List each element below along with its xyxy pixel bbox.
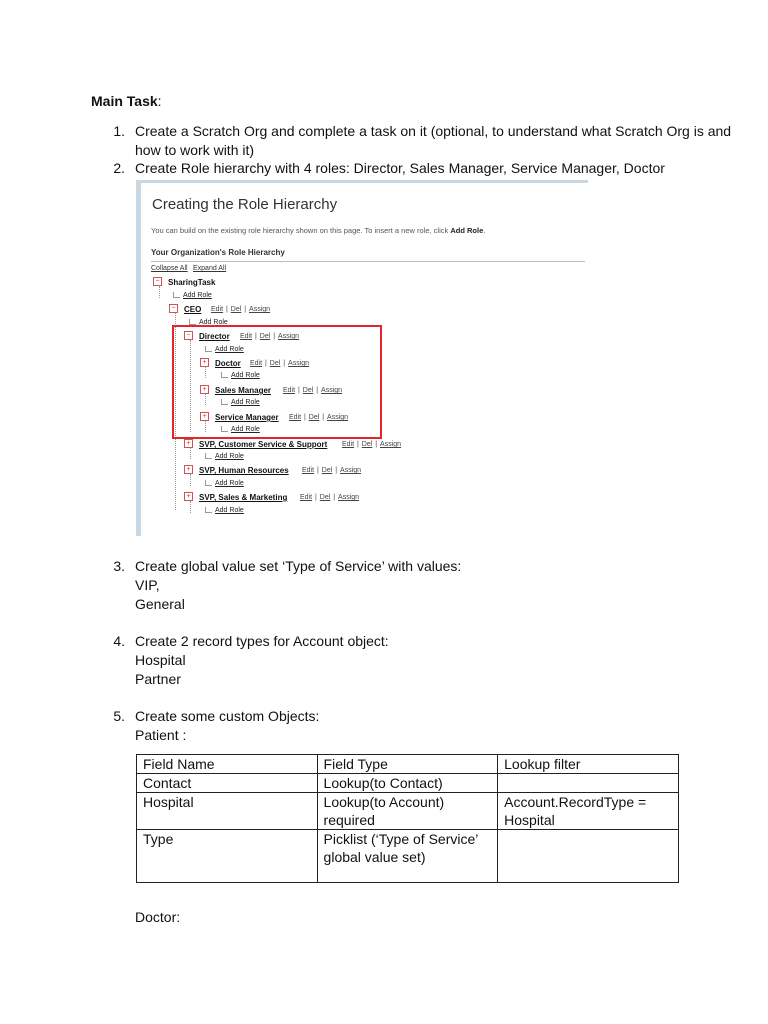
item-number: 3. [113,558,125,574]
expand-toggle-icon[interactable]: + [200,358,209,367]
doctor-label: Doctor: [135,909,181,925]
table-cell [498,830,679,883]
item-text: Hospital [135,652,186,668]
role-service-manager[interactable]: Service Manager [215,413,279,422]
assign-link[interactable]: Assign [338,494,360,501]
collapse-toggle-icon[interactable]: − [153,277,162,286]
expand-toggle-icon[interactable]: + [184,439,193,448]
expand-all-link[interactable]: Expand All [193,265,227,272]
collapse-toggle-icon[interactable]: − [184,331,193,340]
expand-toggle-icon[interactable]: + [184,492,193,501]
del-link[interactable]: Del [302,387,314,394]
item-text: how to work with it) [135,142,255,158]
table-row [137,793,679,830]
role-doctor[interactable]: Doctor [215,359,241,368]
del-link[interactable]: Del [230,306,242,313]
edit-link[interactable]: Edit [302,467,315,474]
item-number: 5. [113,708,125,724]
del-link[interactable]: Del [361,441,373,448]
role-svp-human-resources[interactable]: SVP, Human Resources [199,466,289,475]
role-actions: Edit | Del | Assign [283,387,343,394]
collapse-all-link[interactable]: Collapse All [151,265,188,272]
role-actions: Edit | Del | Assign [240,333,300,340]
main-task-heading [91,92,162,111]
role-actions: Edit | Del | Assign [211,306,271,313]
screenshot-border [136,180,588,183]
screenshot-subtitle: You can build on the existing role hierarchy shown on this page. To insert a new role, click Add Role. [151,226,486,235]
table-cell: Lookup(to Contact) [317,774,498,793]
assign-link[interactable]: Assign [321,387,343,394]
table-row [137,774,679,793]
add-role-link[interactable]: Add Role [215,507,244,514]
role-actions: Edit | Del | Assign [250,360,310,367]
main-task-colon: : [157,93,162,109]
item-text: Create some custom Objects: [135,708,320,724]
table-cell [498,774,679,793]
table-header-row [137,755,679,774]
role-svp-sales-marketing[interactable]: SVP, Sales & Marketing [199,493,288,502]
tree-line [175,312,176,324]
del-link[interactable]: Del [319,494,331,501]
assign-link[interactable]: Assign [340,467,362,474]
tree-line [190,501,191,513]
add-role-link[interactable]: Add Role [215,453,244,460]
role-root: SharingTask [168,278,216,287]
screenshot-divider [151,261,585,262]
tree-connector [205,453,212,459]
highlight-box [172,325,382,439]
item-text: Partner [135,671,181,687]
tree-connector [205,507,212,513]
add-role-link[interactable]: Add Role [231,372,260,379]
table-cell: Lookup(to Account) required [317,793,498,830]
table-cell: Type [137,830,318,883]
expand-toggle-icon[interactable]: + [200,412,209,421]
assign-link[interactable]: Assign [278,333,300,340]
table-header-cell: Field Name [137,755,318,774]
table-cell: Picklist (‘Type of Service’ global value set) [317,830,498,883]
role-actions: Edit | Del | Assign [289,414,349,421]
expand-toggle-icon[interactable]: + [184,465,193,474]
add-role-link[interactable]: Add Role [215,480,244,487]
add-role-link[interactable]: Add Role [231,426,260,433]
item-text: Create Role hierarchy with 4 roles: Director, Sales Manager, Service Manager, Doctor [135,160,665,176]
tree-line [159,286,160,298]
tree-line [190,474,191,486]
role-sales-manager[interactable]: Sales Manager [215,386,272,395]
screenshot-title: Creating the Role Hierarchy [152,196,338,213]
tree-connector [173,292,180,298]
table-cell: Hospital [137,793,318,830]
edit-link[interactable]: Edit [342,441,355,448]
main-task-label: Main Task [91,93,158,109]
tree-line [190,447,191,459]
item-number: 2. [113,160,125,176]
screenshot-border [136,180,141,536]
del-link[interactable]: Del [308,414,320,421]
tree-connector [205,480,212,486]
edit-link[interactable]: Edit [240,333,253,340]
add-role-link[interactable]: Add Role [199,319,228,326]
item-number: 1. [113,123,125,139]
role-actions: Edit | Del | Assign [342,441,402,448]
table-cell: Contact [137,774,318,793]
role-ceo[interactable]: CEO [184,305,202,314]
role-actions: Edit | Del | Assign [300,494,360,501]
item-text: Create 2 record types for Account object: [135,633,389,649]
role-actions: Edit | Del | Assign [302,467,362,474]
del-link[interactable]: Del [259,333,271,340]
item-text: Create global value set ‘Type of Service’ with values: [135,558,462,574]
item-number: 4. [113,633,125,649]
assign-link[interactable]: Assign [327,414,349,421]
table-row [137,830,679,883]
screenshot-heading: Your Organization's Role Hierarchy [151,248,285,257]
assign-link[interactable]: Assign [249,306,271,313]
role-director[interactable]: Director [199,332,230,341]
item-text: VIP, [135,577,160,593]
add-role-link[interactable]: Add Role [231,399,260,406]
edit-link[interactable]: Edit [283,387,296,394]
item-text: General [135,596,185,612]
table-header-cell: Field Type [317,755,498,774]
role-svp-customer-service[interactable]: SVP, Customer Service & Support [199,440,328,449]
del-link[interactable]: Del [321,467,333,474]
edit-link[interactable]: Edit [289,414,302,421]
patient-fields-table [136,754,679,883]
item-text: Patient : [135,727,187,743]
del-link[interactable]: Del [269,360,281,367]
edit-link[interactable]: Edit [300,494,313,501]
assign-link[interactable]: Assign [288,360,310,367]
add-role-link[interactable]: Add Role [183,292,212,299]
edit-link[interactable]: Edit [211,306,224,313]
assign-link[interactable]: Assign [380,441,402,448]
table-cell: Account.RecordType = Hospital [498,793,679,830]
expand-toggle-icon[interactable]: + [200,385,209,394]
edit-link[interactable]: Edit [250,360,263,367]
table-header-cell: Lookup filter [498,755,679,774]
item-text: Create a Scratch Org and complete a task on it (optional, to understand what Scratch Org is and [135,123,732,139]
add-role-link[interactable]: Add Role [215,346,244,353]
collapse-toggle-icon[interactable]: − [169,304,178,313]
